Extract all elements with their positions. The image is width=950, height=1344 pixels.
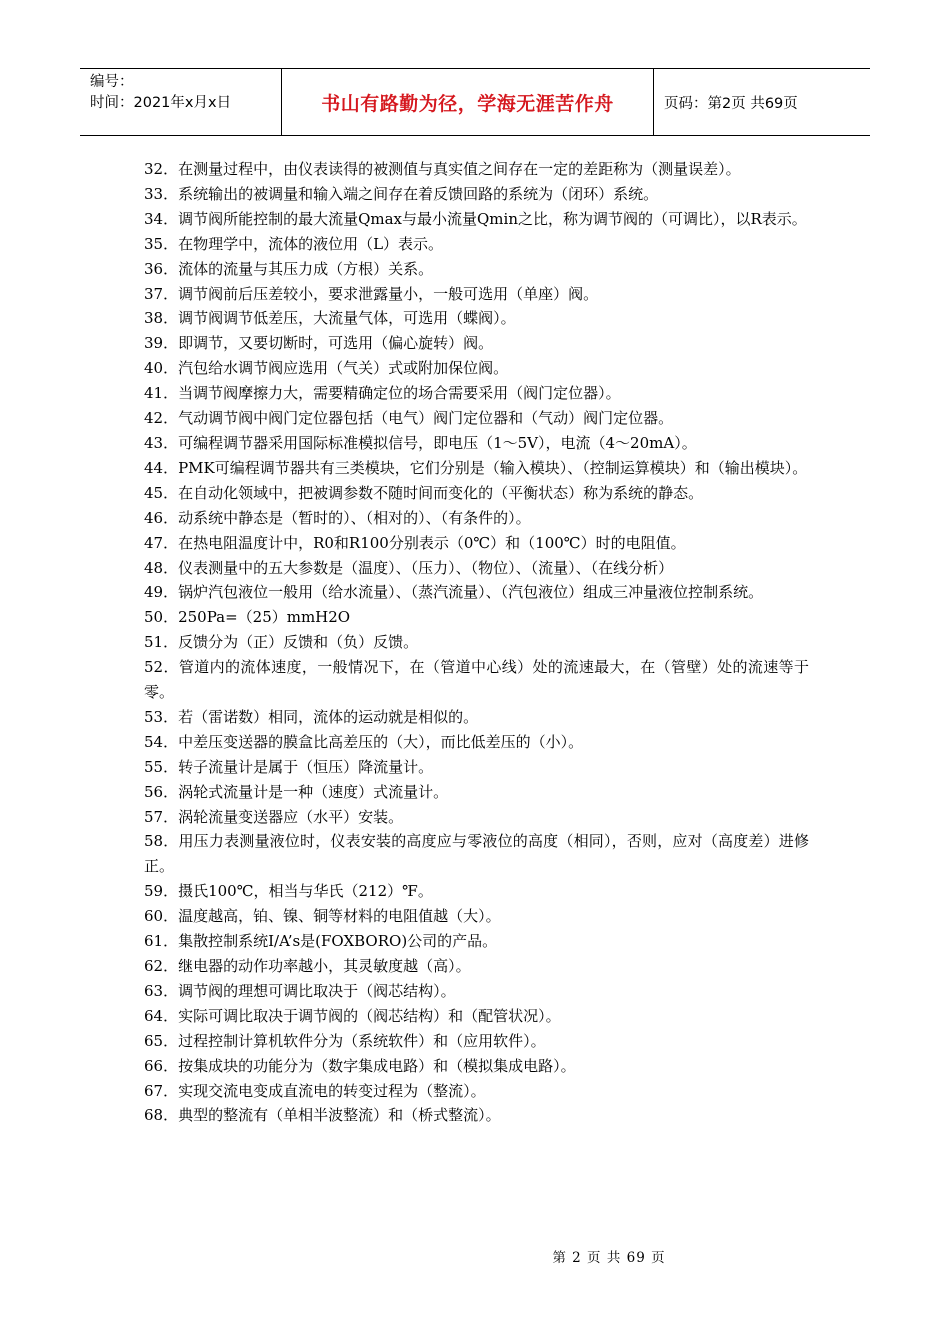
list-item: 43．可编程调节器采用国际标准模拟信号，即电压（1～5V），电流（4～20mA）。 [144,433,697,452]
list-item: 46．动系统中静态是（暂时的）、（相对的）、（有条件的）。 [144,508,531,527]
list-item: 47．在热电阻温度计中，R0和R100分别表示（0℃）和（100℃）时的电阻值。 [144,533,686,552]
header-page-info: 页码：第2页 共69页 [664,95,798,112]
list-item: 64．实际可调比取决于调节阀的（阀芯结构）和（配管状况）。 [144,1006,561,1025]
list-item: 55．转子流量计是属于（恒压）降流量计。 [144,757,434,776]
list-item: 67．实现交流电变成直流电的转变过程为（整流）。 [144,1081,486,1100]
list-item: 54．中差压变送器的膜盒比高差压的（大），而比低差压的（小）。 [144,732,584,751]
list-item: 68．典型的整流有（单相半波整流）和（桥式整流）。 [144,1106,501,1125]
list-item: 35．在物理学中，流体的液位用（L）表示。 [144,234,444,253]
header-motto: 书山有路勤为径，学海无涯苦作舟 [281,69,654,135]
question-list [144,157,809,1128]
page-footer: 第 2 页 共 69 页 [552,1250,666,1266]
list-item: 66．按集成块的功能分为（数字集成电路）和（模拟集成电路）。 [144,1056,576,1075]
list-item: 37．调节阀前后压差较小，要求泄露量小，一般可选用（单座）阀。 [144,284,599,303]
list-item: 48．仪表测量中的五大参数是（温度）、（压力）、（物位）、（流量）、（在线分析） [144,558,674,577]
list-item: 36．流体的流量与其压力成（方根）关系。 [144,259,434,278]
list-item: 63．调节阀的理想可调比取决于（阀芯结构）。 [144,981,456,1000]
list-item: 56．涡轮式流量计是一种（速度）式流量计。 [144,782,449,801]
list-item: 50．250Pa=（25）mmH2O [144,608,351,627]
list-item: 38．调节阀调节低差压，大流量气体，可选用（蝶阀）。 [144,309,516,328]
list-item: 33．系统输出的被调量和输入端之间存在着反馈回路的系统为（闭环）系统。 [144,184,659,203]
doc-number-label: 编号： [90,74,134,90]
list-item: 61．集散控制系统I/A’s是(FOXBORO)公司的产品。 [144,932,498,951]
list-item: 40．汽包给水调节阀应选用（气关）式或附加保位阀。 [144,359,509,378]
list-item: 52．管道内的流体速度，一般情况下，在（管道中心线）处的流速最大，在（管壁）处的流速等于零。 [144,658,809,702]
list-item: 42．气动调节阀中阀门定位器包括（电气）阀门定位器和（气动）阀门定位器。 [144,409,674,428]
list-item: 51．反馈分为（正）反馈和（负）反馈。 [144,633,419,652]
list-item: 62．继电器的动作功率越小，其灵敏度越（高）。 [144,957,471,975]
date-label: 时间：2021年x月x日 [90,95,232,111]
list-item: 39．即调节，又要切断时，可选用（偏心旋转）阀。 [144,334,494,353]
list-item: 57．涡轮流量变送器应（水平）安装。 [144,807,404,826]
page-header [80,68,870,136]
list-item: 65．过程控制计算机软件分为（系统软件）和（应用软件）。 [144,1031,546,1050]
header-left-cell [80,69,281,135]
list-item: 49．锅炉汽包液位一般用（给水流量）、（蒸汽流量）、（汽包液位）组成三冲量液位控制系统。 [144,583,764,602]
list-item: 32．在测量过程中，由仪表读得的被测值与真实值之间存在一定的差距称为（测量误差）。 [144,160,741,178]
list-item: 59．摄氏100℃，相当与华氏（212）℉。 [144,882,433,901]
list-item: 44．PMK可编程调节器共有三类模块，它们分别是（输入模块）、（控制运算模块）和（输出模块）。 [144,458,808,477]
list-item: 34．调节阀所能控制的最大流量Qmax与最小流量Qmin之比，称为调节阀的（可调比），以R表示。 [144,209,807,228]
list-item: 45．在自动化领域中，把被调参数不随时间而变化的（平衡状态）称为系统的静态。 [144,483,704,502]
list-item: 41．当调节阀摩擦力大，需要精确定位的场合需要采用（阀门定位器）。 [144,384,621,403]
list-item: 53．若（雷诺数）相同，流体的运动就是相似的。 [144,707,479,726]
list-item: 60．温度越高，铂、镍、铜等材料的电阻值越（大）。 [144,907,501,926]
list-item: 58．用压力表测量液位时，仪表安装的高度应与零液位的高度（相同），否则，应对（高度差）进修正。 [144,832,809,876]
